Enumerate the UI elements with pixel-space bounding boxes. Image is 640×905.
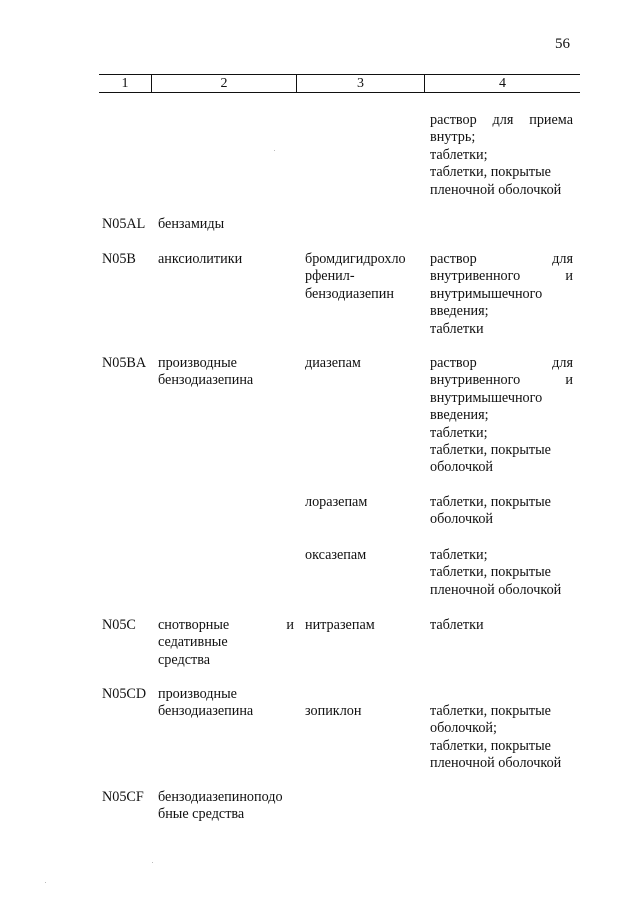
atc-code: N05B xyxy=(102,251,136,267)
form-line: таблетки; xyxy=(430,547,488,563)
atc-group-name xyxy=(158,617,294,669)
form-line: оболочкой xyxy=(430,459,494,476)
name-line: производные xyxy=(158,686,237,702)
form-line: внутримышечного xyxy=(430,389,543,406)
page-number: 56 xyxy=(555,36,570,52)
drug-line: рфенил- xyxy=(305,268,355,285)
form-line: раствор для xyxy=(430,355,573,371)
form-line: таблетки, покрытые xyxy=(430,164,551,181)
name-line: бензамиды xyxy=(158,216,225,232)
name-line: производные xyxy=(158,355,237,371)
drug-name xyxy=(305,547,420,564)
form-line: таблетки; xyxy=(430,146,488,163)
drug-name xyxy=(305,494,420,511)
form-line: таблетки xyxy=(430,320,484,337)
form-line: оболочкой xyxy=(430,511,494,528)
form-line: внутримышечного xyxy=(430,285,543,302)
form-line: таблетки, покрытые xyxy=(430,737,551,754)
form-line: таблетки xyxy=(430,617,484,633)
dosage-forms xyxy=(430,251,573,338)
dosage-forms xyxy=(430,494,573,529)
dosage-forms xyxy=(430,617,573,634)
dosage-forms xyxy=(430,547,573,599)
form-line: пленочной оболочкой xyxy=(430,581,562,598)
drug-name xyxy=(305,703,420,720)
drug-line: нитразепам xyxy=(305,617,375,633)
name-line: анксиолитики xyxy=(158,251,243,267)
drug-line: диазепам xyxy=(305,355,361,371)
form-line: таблетки; xyxy=(430,424,488,441)
form-line: таблетки, покрытые xyxy=(430,703,551,719)
form-line: внутривенного и xyxy=(430,268,573,285)
atc-code: N05CF xyxy=(102,789,144,805)
form-line: таблетки, покрытые xyxy=(430,494,551,510)
form-line: таблетки, покрытые xyxy=(430,564,551,581)
atc-code: N05CD xyxy=(102,686,147,702)
atc-code: N05BA xyxy=(102,355,147,371)
form-line: оболочкой; xyxy=(430,720,497,737)
form-line: таблетки, покрытые xyxy=(430,442,551,459)
atc-group-name xyxy=(158,216,294,233)
table-header xyxy=(99,74,580,93)
form-line: внутрь; xyxy=(430,129,476,146)
name-line: бензодиазепиноподобные средства xyxy=(158,789,283,823)
dosage-forms xyxy=(430,703,573,773)
form-line: раствор для xyxy=(430,251,573,267)
atc-group-name xyxy=(158,355,294,390)
form-line: пленочной оболочкой xyxy=(430,755,562,772)
form-line: введения; xyxy=(430,303,489,320)
drug-name xyxy=(305,617,420,634)
drug-line: бензодиазепин xyxy=(305,285,394,302)
atc-code: N05AL xyxy=(102,216,146,232)
drug-line: бромдигидрохло xyxy=(305,251,406,267)
header-col-2: 2 xyxy=(220,76,228,91)
header-col-1: 1 xyxy=(121,76,129,91)
atc-group-name xyxy=(158,686,294,721)
atc-code: N05C xyxy=(102,617,136,633)
atc-group-name xyxy=(158,251,294,268)
header-col-3: 3 xyxy=(357,76,364,91)
form-line: введения; xyxy=(430,407,489,424)
dosage-forms xyxy=(430,355,573,477)
form-line: раствор для приема xyxy=(430,112,573,128)
drug-line: оксазепам xyxy=(305,547,367,563)
form-line: пленочной оболочкой xyxy=(430,181,562,198)
name-line: снотворные и xyxy=(158,617,294,633)
name-line: средства xyxy=(158,651,211,668)
drug-line: зопиклон xyxy=(305,703,362,719)
name-line: бензодиазепина xyxy=(158,703,254,720)
name-line: бензодиазепина xyxy=(158,372,254,389)
atc-group-name xyxy=(158,789,288,824)
drug-line: лоразепам xyxy=(305,494,368,510)
dosage-forms xyxy=(430,112,573,199)
name-line: седативные xyxy=(158,634,228,651)
form-line: внутривенного и xyxy=(430,372,573,389)
header-col-4: 4 xyxy=(499,76,506,91)
drug-name xyxy=(305,251,420,303)
drug-name xyxy=(305,355,420,372)
